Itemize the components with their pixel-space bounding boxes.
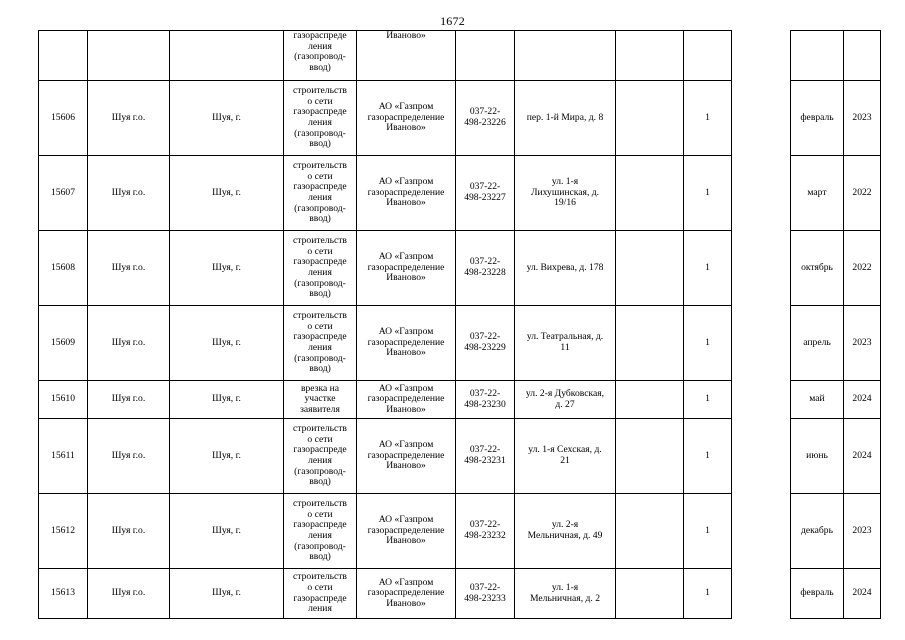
cell-line: (газопровод- bbox=[294, 127, 346, 139]
cell-organization bbox=[357, 419, 456, 494]
cell-line: строительств bbox=[293, 85, 347, 97]
cell-empty bbox=[616, 419, 684, 494]
cell-locality: Шуя, г. bbox=[170, 156, 284, 231]
cell-address bbox=[515, 81, 616, 156]
cell-line: ул. Театральная, д. bbox=[526, 331, 604, 343]
cell-line: ввод) bbox=[309, 551, 331, 563]
cell-code bbox=[456, 569, 515, 619]
continuation-row bbox=[39, 31, 881, 81]
cell-line: (газопровод- bbox=[294, 352, 346, 364]
cell-line: газораспреде bbox=[293, 519, 347, 531]
cell-line: ления bbox=[308, 40, 332, 52]
cell-line: врезка на bbox=[300, 382, 340, 394]
cell-line: ления bbox=[308, 192, 332, 203]
cell-line: (газопровод- bbox=[294, 51, 346, 63]
table-body bbox=[39, 31, 881, 619]
cell-num: 15611 bbox=[39, 419, 88, 494]
cell-organization: Иваново» bbox=[357, 31, 456, 81]
cell-line: газораспреде bbox=[293, 181, 347, 193]
cell-organization bbox=[357, 494, 456, 569]
cell-year: 2024 bbox=[844, 569, 881, 619]
cell-line: 498-23227 bbox=[464, 192, 506, 203]
cell-district bbox=[88, 31, 170, 81]
table-row bbox=[39, 381, 881, 419]
cell-line: ввод) bbox=[309, 476, 331, 488]
cell-line: д. 27 bbox=[555, 398, 575, 410]
cell-gap bbox=[732, 156, 791, 231]
cell-line: ул. 1-я bbox=[551, 176, 579, 188]
cell-line: о сети bbox=[307, 508, 333, 520]
cell-num: 15610 bbox=[39, 381, 88, 419]
cell-line: о сети bbox=[307, 581, 333, 593]
cell-line: Иваново» bbox=[386, 272, 426, 284]
cell-code bbox=[456, 494, 515, 569]
cell-line: АО «Газпром bbox=[378, 439, 434, 451]
cell-locality: Шуя, г. bbox=[170, 569, 284, 619]
cell-connection-type bbox=[284, 306, 357, 381]
cell-month: февраль bbox=[791, 569, 844, 619]
cell-line: пер. 1-й Мира, д. 8 bbox=[526, 111, 604, 123]
table-row bbox=[39, 306, 881, 381]
cell-line: о сети bbox=[307, 95, 333, 107]
cell-line: Иваново» bbox=[386, 597, 426, 609]
cell-organization bbox=[357, 306, 456, 381]
cell-line: ления bbox=[308, 267, 332, 278]
cell-organization bbox=[357, 156, 456, 231]
cell-year: 2023 bbox=[844, 306, 881, 381]
cell-gap bbox=[732, 81, 791, 156]
cell-line: 498-23231 bbox=[464, 455, 506, 466]
cell-line: ул. 1-я Сехская, д. bbox=[528, 444, 602, 456]
cell-line: газораспределение bbox=[367, 111, 445, 123]
cell-line: 037-22- bbox=[469, 444, 501, 456]
table-row bbox=[39, 494, 881, 569]
cell-line: ввод) bbox=[309, 288, 331, 300]
cell-line: газораспределение bbox=[367, 587, 445, 599]
cell-empty bbox=[616, 81, 684, 156]
cell-locality: Шуя, г. bbox=[170, 231, 284, 306]
cell-month: май bbox=[791, 381, 844, 419]
cell-line: газораспреде bbox=[293, 331, 347, 343]
cell-connection-type bbox=[284, 156, 357, 231]
cell-line: ления bbox=[308, 455, 332, 466]
cell-address bbox=[515, 31, 616, 81]
table-row bbox=[39, 419, 881, 494]
cell-qty: 1 bbox=[684, 231, 732, 306]
cell-line: Иваново» bbox=[386, 460, 426, 472]
cell-line: строительств bbox=[293, 160, 347, 172]
cell-line: АО «Газпром bbox=[378, 251, 434, 263]
cell-line: 21 bbox=[560, 455, 570, 466]
cell-code bbox=[456, 381, 515, 419]
cell-line: о сети bbox=[307, 170, 333, 182]
table-row bbox=[39, 156, 881, 231]
cell-line: АО «Газпром bbox=[378, 101, 434, 113]
cell-line: строительств bbox=[293, 235, 347, 247]
cell-qty: 1 bbox=[684, 306, 732, 381]
cell-line: строительств bbox=[293, 423, 347, 435]
cell-num: 15606 bbox=[39, 81, 88, 156]
cell-line: ления bbox=[308, 117, 332, 128]
cell-connection-type bbox=[284, 231, 357, 306]
cell-month: март bbox=[791, 156, 844, 231]
cell-district: Шуя г.о. bbox=[88, 231, 170, 306]
cell-line: газораспределение bbox=[367, 449, 445, 461]
cell-line: газораспределение bbox=[367, 524, 445, 536]
cell-code bbox=[456, 156, 515, 231]
cell-gap bbox=[732, 306, 791, 381]
cell-line: Мельничная, д. 49 bbox=[527, 530, 603, 541]
cell-organization bbox=[357, 231, 456, 306]
cell-line: заявителя bbox=[300, 403, 340, 415]
cell-line: газораспреде bbox=[293, 444, 347, 456]
cell-line: ления bbox=[308, 530, 332, 541]
cell-line: строительств bbox=[293, 498, 347, 510]
cell-num bbox=[39, 31, 88, 81]
cell-year: 2023 bbox=[844, 494, 881, 569]
cell-line: Лихушинская, д. bbox=[530, 186, 600, 198]
cell-line: газораспреде bbox=[293, 106, 347, 118]
cell-line: 498-23233 bbox=[464, 592, 506, 604]
cell-line: 498-23230 bbox=[464, 398, 506, 410]
cell-district: Шуя г.о. bbox=[88, 306, 170, 381]
cell-line: газораспределение bbox=[367, 393, 445, 405]
cell-qty: 1 bbox=[684, 569, 732, 619]
cell-qty bbox=[684, 31, 732, 81]
cell-locality: Шуя, г. bbox=[170, 306, 284, 381]
cell-address bbox=[515, 569, 616, 619]
cell-locality: Шуя, г. bbox=[170, 419, 284, 494]
cell-qty: 1 bbox=[684, 156, 732, 231]
cell-line: о сети bbox=[307, 320, 333, 332]
cell-gap bbox=[732, 569, 791, 619]
cell-line: 498-23228 bbox=[464, 267, 506, 278]
cell-year: 2024 bbox=[844, 381, 881, 419]
cell-line: (газопровод- bbox=[294, 277, 346, 289]
cell-line: (газопровод- bbox=[294, 465, 346, 477]
table-row bbox=[39, 81, 881, 156]
cell-line: (газопровод- bbox=[294, 540, 346, 552]
cell-line: ввод) bbox=[309, 61, 331, 73]
cell-line: Иваново» bbox=[386, 197, 426, 209]
cell-locality: Шуя, г. bbox=[170, 381, 284, 419]
cell-district: Шуя г.о. bbox=[88, 81, 170, 156]
cell-line: о сети bbox=[307, 245, 333, 257]
cell-locality: Шуя, г. bbox=[170, 81, 284, 156]
cell-year: 2023 bbox=[844, 81, 881, 156]
cell-qty: 1 bbox=[684, 419, 732, 494]
cell-district: Шуя г.о. bbox=[88, 419, 170, 494]
cell-line: участке bbox=[304, 393, 336, 405]
cell-empty bbox=[616, 306, 684, 381]
cell-empty bbox=[616, 381, 684, 419]
cell-line: газораспреде bbox=[293, 256, 347, 268]
cell-empty bbox=[616, 31, 684, 81]
cell-gap bbox=[732, 31, 791, 81]
cell-line: АО «Газпром bbox=[378, 514, 434, 526]
cell-address bbox=[515, 419, 616, 494]
cell-line: ввод) bbox=[309, 363, 331, 375]
cell-line: газораспределение bbox=[367, 261, 445, 273]
cell-connection-type bbox=[284, 569, 357, 619]
cell-code bbox=[456, 419, 515, 494]
cell-qty: 1 bbox=[684, 494, 732, 569]
cell-month: июнь bbox=[791, 419, 844, 494]
cell-line: АО «Газпром bbox=[378, 326, 434, 338]
cell-qty: 1 bbox=[684, 81, 732, 156]
cell-code bbox=[456, 81, 515, 156]
cell-num: 15609 bbox=[39, 306, 88, 381]
cell-district: Шуя г.о. bbox=[88, 381, 170, 419]
cell-line: 19/16 bbox=[554, 197, 576, 209]
cell-line: 037-22- bbox=[469, 256, 501, 268]
cell-line: Иваново» bbox=[386, 403, 426, 415]
cell-line: ления bbox=[308, 603, 332, 615]
cell-line: газораспределение bbox=[367, 336, 445, 348]
cell-year: 2022 bbox=[844, 231, 881, 306]
cell-connection-type bbox=[284, 419, 357, 494]
cell-num: 15607 bbox=[39, 156, 88, 231]
cell-num: 15613 bbox=[39, 569, 88, 619]
page-number: 1672 bbox=[440, 14, 465, 28]
cell-connection-type bbox=[284, 81, 357, 156]
cell-line: Мельничная, д. 2 bbox=[530, 592, 600, 604]
cell-line: о сети bbox=[307, 433, 333, 445]
cell-month: декабрь bbox=[791, 494, 844, 569]
cell-year: 2024 bbox=[844, 419, 881, 494]
cell-month bbox=[791, 31, 844, 81]
cell-organization bbox=[357, 569, 456, 619]
cell-year: 2022 bbox=[844, 156, 881, 231]
cell-gap bbox=[732, 494, 791, 569]
cell-line: 11 bbox=[560, 342, 570, 353]
cell-num: 15612 bbox=[39, 494, 88, 569]
cell-code bbox=[456, 231, 515, 306]
cell-gap bbox=[732, 419, 791, 494]
cell-district: Шуя г.о. bbox=[88, 494, 170, 569]
cell-line: Иваново» bbox=[386, 122, 426, 134]
cell-connection-type bbox=[284, 381, 357, 419]
cell-num: 15608 bbox=[39, 231, 88, 306]
cell-line: ул. 1-я bbox=[551, 581, 579, 593]
cell-line: 498-23226 bbox=[464, 117, 506, 128]
cell-line: 498-23229 bbox=[464, 342, 506, 353]
cell-line: ления bbox=[308, 342, 332, 353]
cell-organization bbox=[357, 81, 456, 156]
cell-line: АО «Газпром bbox=[378, 382, 434, 394]
cell-line: строительств bbox=[293, 310, 347, 322]
cell-address bbox=[515, 231, 616, 306]
cell-address bbox=[515, 494, 616, 569]
cell-line: АО «Газпром bbox=[378, 576, 434, 588]
cell-locality: Шуя, г. bbox=[170, 494, 284, 569]
cell-line: (газопровод- bbox=[294, 202, 346, 214]
cell-address bbox=[515, 156, 616, 231]
cell-month: февраль bbox=[791, 81, 844, 156]
cell-empty bbox=[616, 231, 684, 306]
cell-month: апрель bbox=[791, 306, 844, 381]
cell-year bbox=[844, 31, 881, 81]
cell-empty bbox=[616, 156, 684, 231]
cell-locality bbox=[170, 31, 284, 81]
cell-line: газораспреде bbox=[293, 30, 347, 41]
cell-month: октябрь bbox=[791, 231, 844, 306]
cell-district: Шуя г.о. bbox=[88, 156, 170, 231]
cell-gap bbox=[732, 381, 791, 419]
cell-code bbox=[456, 306, 515, 381]
cell-line: газораспреде bbox=[293, 592, 347, 604]
cell-line: строительств bbox=[293, 571, 347, 583]
cell-line: 037-22- bbox=[469, 106, 501, 118]
cell-line: Иваново» bbox=[386, 535, 426, 547]
cell-line: 037-22- bbox=[469, 581, 501, 593]
cell-line: АО «Газпром bbox=[378, 176, 434, 188]
cell-code bbox=[456, 31, 515, 81]
cell-connection-type bbox=[284, 31, 357, 81]
cell-address bbox=[515, 381, 616, 419]
cell-line: Иваново» bbox=[386, 347, 426, 359]
cell-organization bbox=[357, 381, 456, 419]
cell-line: ул. 2-я Дубковская, bbox=[525, 387, 605, 399]
cell-line: ул. 2-я bbox=[551, 519, 579, 531]
cell-line: 037-22- bbox=[469, 387, 501, 399]
cell-address bbox=[515, 306, 616, 381]
cell-line: 498-23232 bbox=[464, 530, 506, 541]
cell-connection-type bbox=[284, 494, 357, 569]
cell-line: ввод) bbox=[309, 213, 331, 225]
gas-connections-table bbox=[38, 30, 881, 619]
cell-line: 037-22- bbox=[469, 519, 501, 531]
cell-qty: 1 bbox=[684, 381, 732, 419]
cell-line: ул. Вихрева, д. 178 bbox=[526, 261, 604, 273]
table-row bbox=[39, 231, 881, 306]
cell-gap bbox=[732, 231, 791, 306]
table-row bbox=[39, 569, 881, 619]
cell-line: ввод) bbox=[309, 138, 331, 150]
cell-empty bbox=[616, 494, 684, 569]
cell-line: газораспределение bbox=[367, 186, 445, 198]
cell-line: 037-22- bbox=[469, 181, 501, 193]
cell-district: Шуя г.о. bbox=[88, 569, 170, 619]
cell-empty bbox=[616, 569, 684, 619]
cell-line: 037-22- bbox=[469, 331, 501, 343]
